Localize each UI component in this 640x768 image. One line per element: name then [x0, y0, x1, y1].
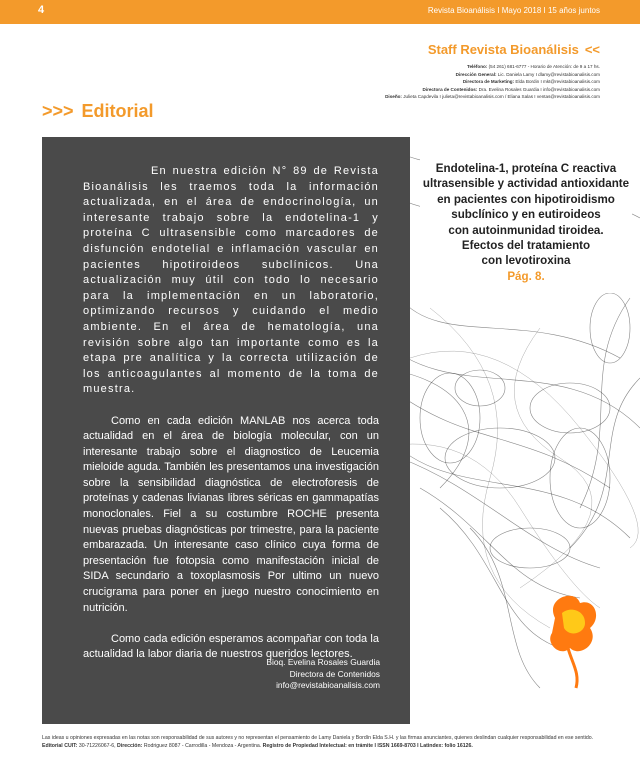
editorial-body [83, 164, 379, 663]
signature-email: info@revistabioanalisis.com [276, 680, 380, 691]
top-bar [0, 0, 640, 24]
staff-line: Dirección General: Lic. Daniela Lamy I dlamy@revistabioanalisis.com [455, 71, 600, 77]
staff-line: Directora de Contenidos: Dra. Evelina Rosales Guardia I info@revistabioanalisis.com [422, 86, 600, 92]
signature [266, 657, 380, 692]
staff-line: Directora de Marketing: Elda Bordin I mkt@revistabioanalisis.com [462, 79, 600, 85]
staff-list [180, 63, 600, 101]
editorial-paragraph-1: En nuestra edición N° 89 de Revista Bioanálisis les traemos toda la información actualizada, en el área de endocrinología, un interesante trabajo sobre la endotelina-1 y proteína C ultrasensible como marcadores de disfunción endotelial e inflamación vascular en pacientes hipotiroideos subclínicos. Una actualización muy útil con todo lo necesario para la implementación en un laboratorio, optimizando recursos y cuidando el medio ambiente. En el área de hematología, una revisión sobre algo tan importante como es la etapa pre analítica y la correcta utilización de los anticoagulantes al momento de la toma de muestra. [83, 165, 379, 396]
staff-title [180, 42, 600, 57]
featured-article-page: Pág. 8. [507, 269, 545, 283]
signature-role: Directora de Contenidos [289, 668, 380, 679]
issue-label: Revista Bioanálisis I Mayo 2018 I 15 años juntos [427, 6, 600, 15]
page-number: 4 [38, 4, 45, 16]
staff-block [180, 42, 600, 101]
featured-article-box [420, 153, 632, 293]
featured-article-title: Endotelina-1, proteína C reactiva ultrasensible y actividad antioxidante en pacientes con hipotiroidismo subclínico y en eutiroideos con autoinmunidad tiroidea. Efectos del tratamiento con levotiroxina [422, 162, 630, 268]
staff-title-text: Staff Revista Bioanálisis [427, 42, 579, 57]
footer-disclaimer: Las ideas u opiniones expresadas en las notas son responsabilidad de sus autores y no representan el pensamiento de Lamy Daniela y Bordín Elda S.H. y las firmas anunciantes, quienes deslindan cualquier responsabilidad en ese sentido. [42, 735, 594, 741]
staff-line: Diseño: Julieta Capdevila I julieta@revistabioanalisis.com / Eliana Salas I ventas@revistabioanalisis.com [385, 94, 600, 100]
editorial-heading [42, 101, 154, 122]
editorial-box [42, 137, 410, 724]
editorial-arrows: >>> [42, 101, 74, 121]
staff-arrows: << [584, 42, 600, 57]
footer: Las ideas u opiniones expresadas en las notas son responsabilidad de sus autores y no representan el pensamiento de Lamy Daniela y Bordín Elda S.H. y las firmas anunciantes, quienes deslindan cualquier responsabilidad en ese sentido. Editorial CUIT: 30-71226067-6, Dirección: Rodriguez 8087 - Carrodilla - Mendoza - Argentina. Registro de Propiedad Intelectual: en trámite I ISSN 1669-8703 I Latindex: folio 16126. [42, 735, 594, 749]
editorial-paragraph-2: Como en cada edición MANLAB nos acerca toda actualidad en el área de biología molecular, con un interesante trabajo sobre el diagnostico de Leucemia mieloide aguda. También les presentamos una investigación sobre la sensibilidad diagnóstica de electroforesis de proteínas y cadenas livianas libres séricas en gammapatías monoclonales. Fiel a su costumbre ROCHE presenta nuevas pruebas diagnósticas por trimestre, para la paciente embarazada. Un interesante caso clínico cuya forma de presentación fue fotopsia como manifestación inicial de SIDA secundario a toxoplasmosis Por ultimo un nuevo crucigrama para poner en juego nuestro conocimiento en nutrición. [83, 414, 379, 614]
editorial-paragraph-3: Como cada edición esperamos acompañar con toda la actualidad la labor diaria de nuestros queridos lectores. [83, 632, 379, 661]
staff-line: Teléfono: (54 261) 681-6777 - Horario de Atención: de 9 a 17 hs. [467, 64, 600, 69]
editorial-title: Editorial [81, 101, 154, 121]
signature-name: Bioq. Evelina Rosales Guardia [266, 657, 380, 667]
